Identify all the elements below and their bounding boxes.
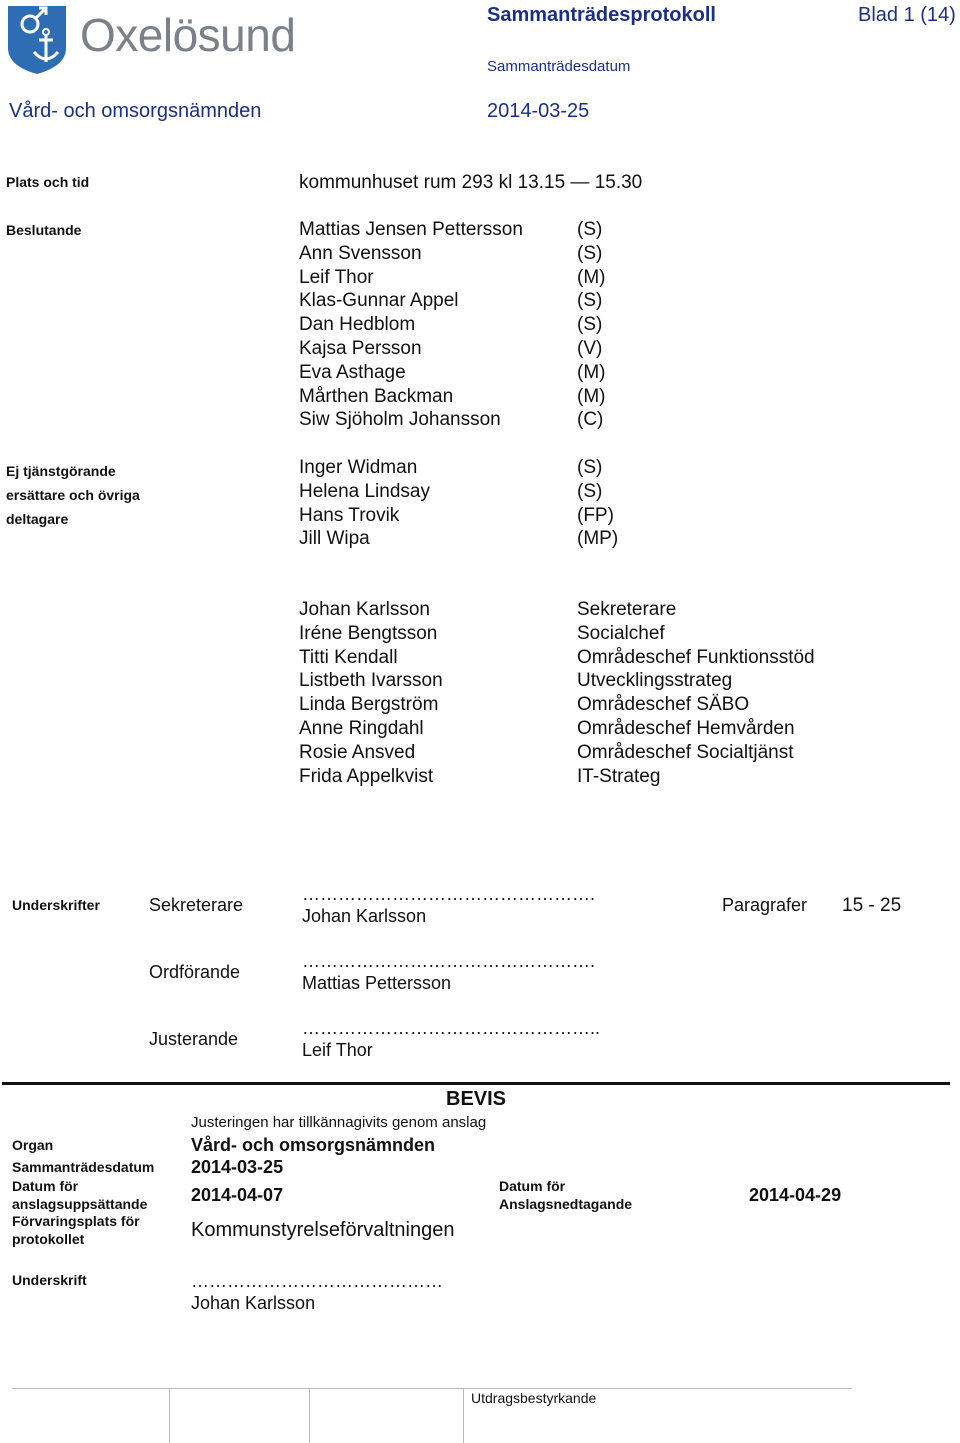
bevis-title: BEVIS (446, 1088, 507, 1110)
member-name: Jill Wipa (299, 528, 370, 550)
chair-role: Ordförande (149, 962, 241, 982)
staff-name: Linda Bergström (299, 694, 439, 716)
staff-name: Johan Karlsson (299, 599, 430, 620)
secretary-signature-line: …………………………………………. (302, 884, 596, 904)
footer-divider (309, 1388, 310, 1443)
storage-label-line: Förvaringsplats för (12, 1213, 140, 1229)
staff-role: Områdeschef Hemvården (577, 717, 795, 739)
bevis-divider (2, 1082, 950, 1085)
member-party: (FP) (577, 504, 614, 526)
member-name: Klas-Gunnar Appel (299, 290, 459, 312)
posting-date-label (12, 1177, 147, 1213)
deciding-names (299, 218, 523, 432)
member-name: Kajsa Persson (299, 337, 422, 359)
staff-names (299, 598, 443, 788)
removal-date-label-line: Datum för (499, 1178, 566, 1194)
member-party: (M) (577, 385, 606, 407)
adjuster-role: Justerande (149, 1029, 239, 1049)
member-party: (S) (577, 480, 603, 502)
bevis-intro: Justeringen har tillkännagivits genom anslag (191, 1114, 487, 1131)
committee-name: Vård- och omsorgsnämnden (9, 100, 262, 122)
others-parties (577, 456, 618, 551)
place-value: kommunhuset rum 293 kl 13.15 — 15.30 (299, 172, 643, 193)
staff-name: Titti Kendall (299, 646, 398, 668)
staff-role: Utvecklingsstrateg (577, 670, 733, 692)
others-label (6, 459, 140, 531)
meeting-date-label: Sammanträdesdatum (12, 1159, 155, 1175)
footer-rule (12, 1388, 852, 1389)
signatures-label: Underskrifter (12, 897, 100, 913)
staff-role: IT-Strateg (577, 765, 661, 787)
storage-label (12, 1212, 140, 1248)
storage-value: Kommunstyrelseförvaltningen (191, 1219, 455, 1241)
staff-name: Rosie Ansved (299, 741, 416, 763)
member-party: (C) (577, 409, 604, 431)
staff-name: Frida Appelkvist (299, 765, 434, 787)
storage-label-line: protokollet (12, 1231, 85, 1247)
removal-date-label (499, 1177, 632, 1213)
removal-date-label-line: Anslagsnedtagande (499, 1196, 633, 1212)
member-name: Mattias Jensen Pettersson (299, 219, 523, 240)
staff-role: Socialchef (577, 622, 665, 644)
signature-line: …………………………………… (191, 1271, 443, 1291)
chair-name: Mattias Pettersson (302, 973, 452, 993)
staff-role: Områdeschef Socialtjänst (577, 741, 794, 763)
secretary-name: Johan Karlsson (302, 906, 427, 926)
footer-divider (463, 1388, 464, 1443)
member-party: (V) (577, 337, 603, 359)
others-names (299, 456, 430, 551)
member-name: Helena Lindsay (299, 480, 430, 502)
signature-name: Johan Karlsson (191, 1293, 316, 1313)
others-label-line: deltagare (6, 511, 69, 527)
removal-date-value: 2014-04-29 (749, 1185, 842, 1205)
staff-name: Listbeth Ivarsson (299, 670, 443, 692)
staff-role: Sekreterare (577, 599, 677, 620)
others-label-line: Ej tjänstgörande (6, 463, 116, 479)
extract-label: Utdragsbestyrkande (471, 1390, 597, 1406)
meeting-date: 2014-03-25 (487, 100, 590, 122)
posting-date-value: 2014-04-07 (191, 1185, 284, 1205)
organ-value: Vård- och omsorgsnämnden (191, 1135, 436, 1155)
posting-date-label-line: anslagsuppsättande (12, 1196, 148, 1212)
member-party: (MP) (577, 528, 619, 550)
staff-role: Områdeschef Funktionsstöd (577, 646, 815, 668)
member-party: (S) (577, 290, 603, 312)
member-name: Hans Trovik (299, 504, 400, 526)
member-name: Ann Svensson (299, 242, 422, 264)
member-name: Inger Widman (299, 457, 418, 478)
logo-wordmark: Oxelösund (80, 9, 296, 61)
adjuster-name: Leif Thor (302, 1040, 373, 1060)
document-title: Sammanträdesprotokoll (487, 4, 716, 26)
member-name: Leif Thor (299, 266, 374, 288)
staff-name: Anne Ringdahl (299, 717, 424, 739)
signature-label: Underskrift (12, 1272, 87, 1288)
deciding-label: Beslutande (6, 222, 82, 238)
staff-role: Områdeschef SÄBO (577, 694, 750, 716)
footer-divider (169, 1388, 170, 1443)
member-party: (M) (577, 266, 606, 288)
member-name: Dan Hedblom (299, 314, 416, 336)
posting-date-label-line: Datum för (12, 1178, 79, 1194)
member-party: (M) (577, 361, 606, 383)
adjuster-signature-line: ………………………………………….. (302, 1018, 601, 1038)
member-party: (S) (577, 219, 603, 240)
member-name: Eva Asthage (299, 361, 406, 383)
date-label: Sammanträdesdatum (487, 58, 631, 75)
others-label-line: ersättare och övriga (6, 487, 140, 503)
staff-roles (577, 598, 815, 788)
organ-label: Organ (12, 1137, 54, 1153)
secretary-role: Sekreterare (149, 895, 244, 915)
member-party: (S) (577, 457, 603, 478)
page-number: Blad 1 (14) (858, 4, 956, 26)
paragraphs-label: Paragrafer (722, 895, 808, 915)
place-label: Plats och tid (6, 174, 90, 190)
member-name: Siw Sjöholm Johansson (299, 409, 501, 431)
member-party: (S) (577, 314, 603, 336)
member-party: (S) (577, 242, 603, 264)
staff-name: Iréne Bengtsson (299, 622, 438, 644)
deciding-parties (577, 218, 605, 432)
member-name: Mårthen Backman (299, 385, 454, 407)
chair-signature-line: …………………………………………. (302, 951, 596, 971)
meeting-date-value: 2014-03-25 (191, 1157, 284, 1177)
paragraphs-value: 15 - 25 (842, 895, 902, 916)
